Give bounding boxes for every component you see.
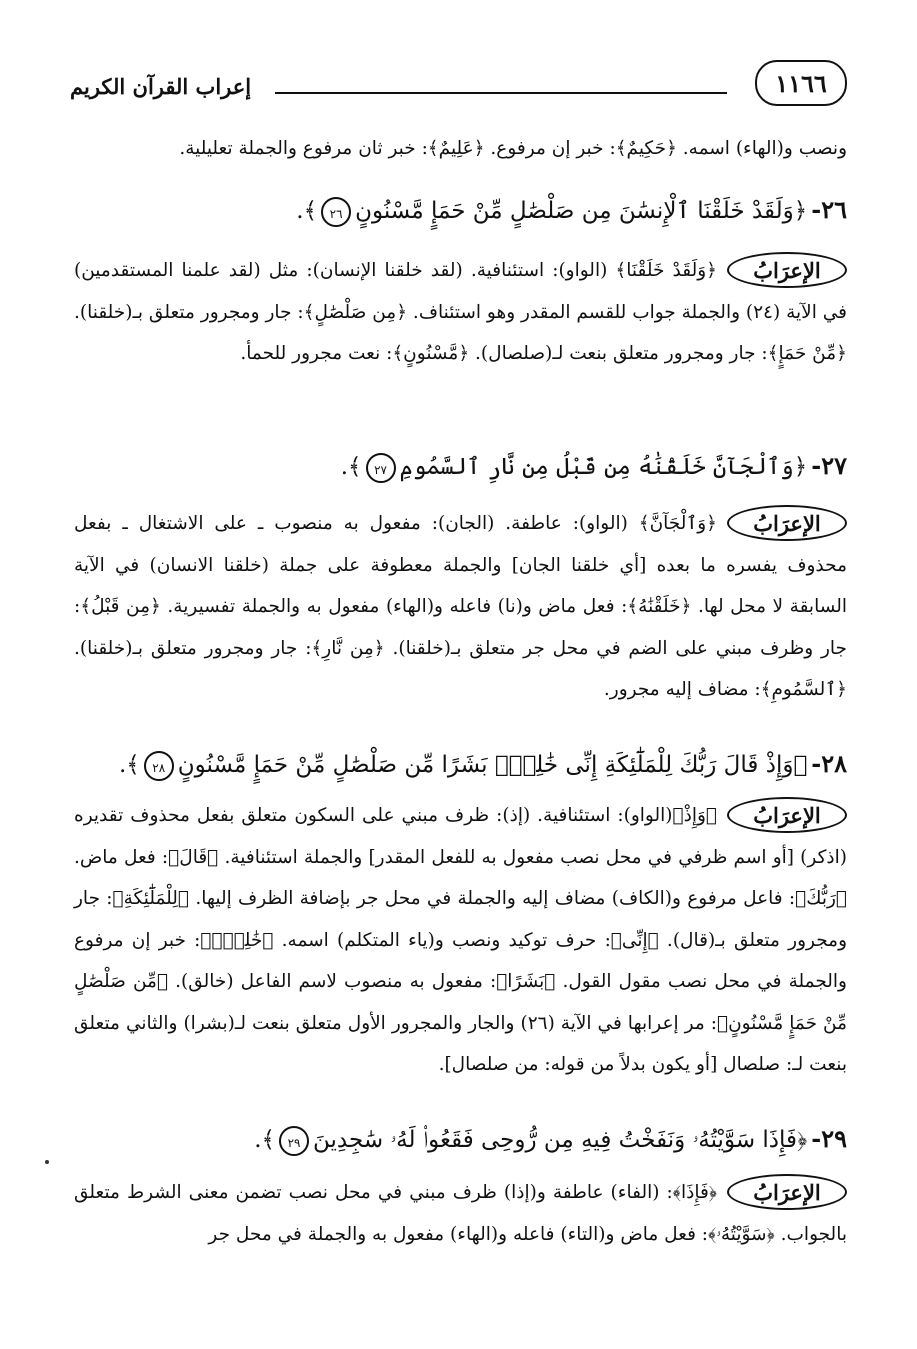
ayah-marker: ٢٦ (321, 197, 351, 227)
irab-badge: الإعرَابُ (727, 797, 847, 833)
irab-section-28 (74, 795, 847, 1086)
verse-number: ٢٩- (811, 1124, 847, 1153)
irab-text: ﴿وَلَقَدْ خَلَقْنَا﴾ (الواو): استئنافية. (لقد خلقنا الإنسان): مثل (لقد علمنا المستقدمين) في الآية (٢٤) والجملة جواب للقسم المقدر وهو استئناف. ﴿مِن صَلْصَٰلٍ﴾: جار ومجرور متعلق بـ(خلقنا). ﴿مِّنْ حَمَإٍ﴾: جار ومجرور متعلق بنعت لـ(صلصال). ﴿مَّسْنُونٍ﴾: نعت مجرور للحمأ. (74, 260, 847, 364)
verse-27 (80, 444, 847, 488)
verse-closing: ﴾. (118, 752, 140, 778)
verse-text: ﴿وَلَقَدْ خَلَقْنَا ٱلْإِنسَٰنَ مِن صَلْصَٰلٍ مِّنْ حَمَإٍ مَّسْنُونٍ (355, 198, 808, 224)
irab-text: ﴿فَإِذَا﴾: (الفاء) عاطفة و(إذا) ظرف مبني في محل نصب تضمن معنى الشرط متعلق بالجواب. ﴿سَوَّيْتُهُۥ﴾: فعل ماض و(التاء) فاعله و(الهاء) مفعول به والجملة في محل جر (74, 1182, 847, 1245)
verse-28 (80, 742, 847, 786)
verse-text: ﴿فَإِذَا سَوَّيْتُهُۥ وَنَفَخْتُ فِيهِ مِن رُّوحِى فَقَعُوا۟ لَهُۥ سَٰجِدِينَ (313, 1127, 808, 1153)
irab-badge: الإعرَابُ (727, 1174, 847, 1210)
verse-text: ﴿وَإِذْ قَالَ رَبُّكَ لِلْمَلَٰٓئِكَةِ إِنِّى خَٰلِقٌۢ بَشَرًا مِّن صَلْصَٰلٍ مِّنْ حَمَإٍ مَّسْنُونٍ (177, 752, 808, 778)
irab-badge: الإعرَابُ (727, 505, 847, 541)
irab-text: ﴿وَإِذْ﴾(الواو): استئنافية. (إذ): ظرف مبني على السكون متعلق بفعل محذوف تقديره (اذكر) [أو اسم ظرفي في محل نصب مفعول به للفعل المقدر] والجملة استئنافية. ﴿قَالَ﴾: فعل ماض. ﴿رَبُّكَ﴾: فاعل مرفوع و(الكاف) مضاف إليه والجملة في محل جر بإضافة الظرف إليها. ﴿لِلْمَلَٰٓئِكَةِ﴾: جار ومجرور متعلق بـ(قال). ﴿إِنِّى﴾: حرف توكيد ونصب و(ياء المتكلم) اسمه. ﴿خَٰلِقٌۢ﴾: خبر إن مرفوع والجملة في محل نصب مقول القول. ﴿بَشَرًا﴾: مفعول به منصوب لاسم الفاعل (خالق). ﴿مِّن صَلْصَٰلٍ مِّنْ حَمَإٍ مَّسْنُونٍ﴾: مر إعرابها في الآية (٢٦) والجار والمجرور الأول متعلق بنعت لـ(بشرا) والثاني متعلق بنعت لـ: صلصال [أو يكون بدلاً من قوله: من صلصال]. (74, 805, 847, 1075)
verse-26 (80, 188, 847, 232)
book-title: إعراب القرآن الكريم (70, 74, 252, 99)
ayah-marker: ٢٩ (279, 1126, 309, 1156)
verse-number: ٢٨- (811, 749, 847, 778)
ayah-marker: ٢٨ (144, 751, 174, 781)
verse-closing: ﴾. (340, 454, 362, 480)
verse-29 (80, 1117, 847, 1161)
verse-closing: ﴾. (254, 1127, 276, 1153)
irab-text: ﴿وَٱلْجَآنَّ﴾ (الواو): عاطفة. (الجان): مفعول به منصوب ـ على الاشتغال ـ بفعل محذوف يفسره ما بعده [أي خلقنا الجان] والجملة معطوفة على جملة (خلقنا الانسان) في الآية السابقة لا محل لها. ﴿خَلَقْنَٰهُ﴾: فعل ماض و(نا) فاعله و(الهاء) مفعول به والجملة تفسيرية. ﴿مِن قَبْلُ﴾: جار وظرف مبني على الضم في محل جر متعلق بـ(خلقنا). ﴿مِن نَّارِ﴾: جار ومجرور متعلق بـ(خلقنا). ﴿ٱلسَّمُومِ﴾: مضاف إليه مجرور. (74, 513, 847, 700)
page-number: ١١٦٦ (755, 60, 847, 106)
header-rule (275, 92, 727, 94)
verse-text: ﴿وَٱلْجَآنَّ خَلَقْنَٰهُ مِن قَبْلُ مِن نَّارِ ٱلسَّمُومِ (399, 454, 808, 480)
top-paragraph: ونصب و(الهاء) اسمه. ﴿حَكِيمٌ﴾: خبر إن مرفوع. ﴿عَلِيمٌ﴾: خبر ثان مرفوع والجملة تعليلية. (179, 138, 847, 159)
page-header (70, 60, 847, 120)
irab-section-26 (74, 250, 847, 375)
scan-speck (45, 1160, 49, 1164)
ayah-marker: ٢٧ (366, 453, 396, 483)
irab-section-27 (74, 503, 847, 711)
irab-badge: الإعرَابُ (727, 252, 847, 288)
verse-closing: ﴾. (296, 198, 318, 224)
verse-number: ٢٧- (811, 451, 847, 480)
irab-section-29 (74, 1172, 847, 1255)
verse-number: ٢٦- (811, 195, 847, 224)
